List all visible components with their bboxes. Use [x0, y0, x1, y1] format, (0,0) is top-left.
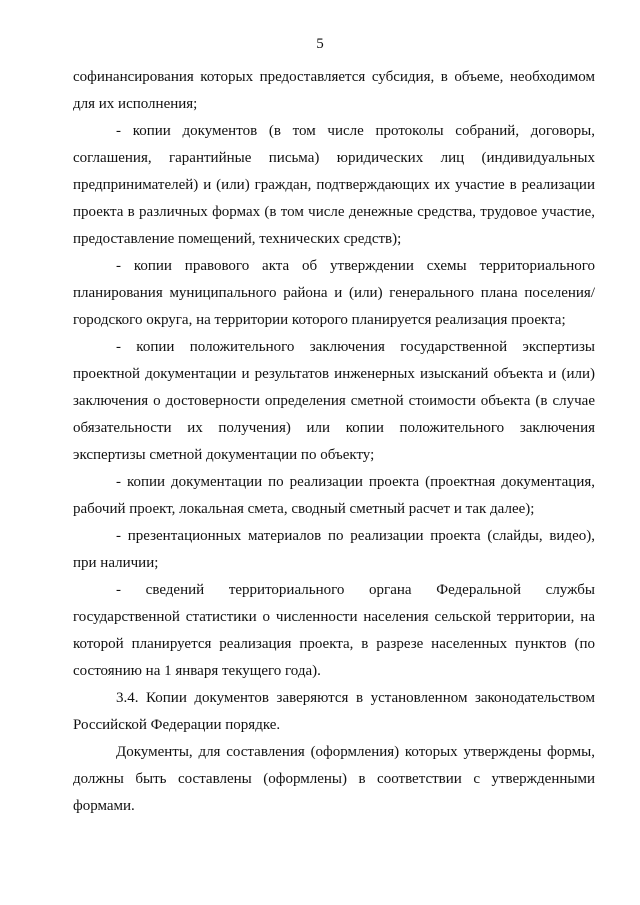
paragraph-continuation: софинансирования которых предоставляется субсидия, в объеме, необходимом для их исполнения;	[73, 69, 595, 112]
list-item-project-documentation: - копии документации по реализации проекта (проектная документация, рабочий проект, локальная смета, сводный сметный расчет и так далее);	[73, 474, 595, 517]
list-item-expertise-conclusion: - копии положительного заключения государственной экспертизы проектной документации и результатов инженерных изысканий объекта и (или) заключения о достоверности определения сметной стоимости объекта (в случае обязательности их получения) или копии положительного заключения экспертизы сметной документации по объекту;	[73, 339, 595, 463]
list-item-legal-act: - копии правового акта об утверждении схемы территориального планирования муниципального района и (или) генерального плана поселения/городского округа, на территории которого планируется реализация проекта;	[73, 258, 595, 328]
list-item-documents-copies: - копии документов (в том числе протоколы собраний, договоры, соглашения, гарантийные письма) юридических лиц (индивидуальных предпринимателей) и (или) граждан, подтверждающих их участие в реализации проекта в различных формах (в том числе денежные средства, трудовое участие, предоставление помещений, технических средств);	[73, 123, 595, 247]
page-number: 5	[316, 36, 324, 52]
list-item-statistics-info: - сведений территориального органа Федеральной службы государственной статистики о численности населения сельской территории, на которой планируется реализация проекта, в разрезе населенных пунктов (по состоянию на 1 января текущего года).	[73, 582, 595, 679]
forms-paragraph: Документы, для составления (оформления) которых утверждены формы, должны быть составлены (оформлены) в соответствии с утвержденными формами.	[73, 744, 595, 814]
section-3-4-paragraph: 3.4. Копии документов заверяются в установленном законодательством Российской Федерации порядке.	[73, 690, 595, 733]
document-body	[73, 64, 595, 820]
list-item-presentation-materials: - презентационных материалов по реализации проекта (слайды, видео), при наличии;	[73, 528, 595, 571]
